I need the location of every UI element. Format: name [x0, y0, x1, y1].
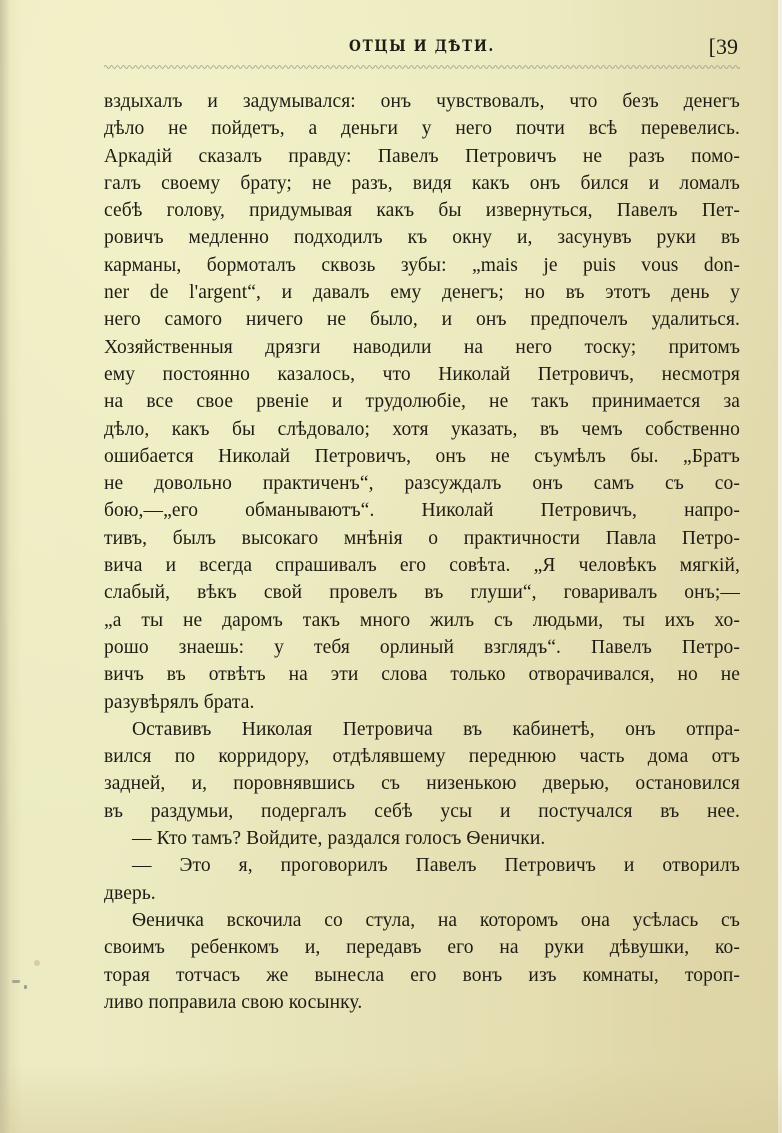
- text-line: дверь.: [104, 882, 156, 904]
- text-line: слабый, вѣкъ свой провелъ въ глуши“, говаривалъ онъ;—: [104, 582, 740, 604]
- text-line: карманы, бормоталъ сквозь зубы: „mais je puis vous don-: [104, 254, 740, 276]
- text-line: бою,—„его обманываютъ“. Николай Петровичъ, напро-: [104, 500, 740, 522]
- text-line: — Кто тамъ? Войдите, раздался голосъ Ѳенички.: [132, 828, 546, 850]
- text-line: — Это я, проговорилъ Павелъ Петровичъ и отворилъ: [132, 855, 740, 877]
- paper-stain: [34, 960, 40, 966]
- text-line: него самого ничего не было, и онъ предпочелъ удалиться.: [104, 309, 740, 331]
- text-line: Оставивъ Николая Петровича въ кабинетѣ, онъ отпра-: [132, 718, 740, 740]
- text-line: въ раздумьи, подергалъ себѣ усы и постучался въ нее.: [104, 800, 740, 822]
- page-bottom-shading: [0, 1063, 782, 1133]
- text-line: ему постоянно казалось, что Николай Петровичъ, несмотря: [104, 363, 740, 385]
- text-line: дѣло не пойдетъ, а деньги у него почти всѣ перевелись.: [104, 118, 740, 140]
- scan-speck: [24, 985, 27, 989]
- running-title: ОТЦЫ И ДѢТИ.: [349, 36, 495, 55]
- text-line: вича и всегда спрашивалъ его совѣта. „Я человѣкъ мягкій,: [104, 555, 740, 577]
- text-line: вичъ въ отвѣтъ на эти слова только отворачивался, но не: [104, 664, 740, 686]
- text-line: Ѳеничка вскочила со стула, на которомъ она усѣлась съ: [132, 909, 740, 931]
- text-line: вился по корридору, отдѣлявшему переднюю часть дома отъ: [104, 746, 740, 768]
- text-line: торая тотчасъ же вынесла его вонъ изъ комнаты, тороп-: [104, 964, 740, 986]
- page-header: [104, 34, 740, 64]
- text-line: ливо поправила свою косынку.: [104, 991, 363, 1013]
- text-line: ner de l'argent“, и давалъ ему денегъ; но въ этотъ день у: [104, 282, 740, 304]
- page-number: [39: [708, 34, 738, 59]
- wavy-rule-divider: [104, 62, 740, 72]
- body-text: [104, 88, 740, 1016]
- text-line: галъ своему брату; не разъ, видя какъ онъ бился и ломалъ: [104, 172, 740, 194]
- text-line: разувѣрялъ брата.: [104, 691, 255, 713]
- page-right-edge: [778, 0, 782, 1133]
- text-line: задней, и, поровнявшись съ низенькою дверью, остановился: [104, 773, 740, 795]
- text-line: на все свое рвеніе и трудолюбіе, не такъ принимается за: [104, 391, 740, 413]
- text-line: вздыхалъ и задумывался: онъ чувствовалъ, что безъ денегъ: [104, 91, 740, 112]
- text-line: „а ты не даромъ такъ много жилъ съ людьми, ты ихъ хо-: [104, 609, 740, 631]
- text-line: ошибается Николай Петровичъ, онъ не съумѣлъ бы. „Братъ: [104, 445, 740, 467]
- text-line: дѣло, какъ бы слѣдовало; хотя указать, въ чемъ собственно: [104, 418, 740, 440]
- text-line: себѣ голову, придумывая какъ бы извернуться, Павелъ Пет-: [104, 200, 740, 222]
- scan-speck: [12, 980, 20, 983]
- text-line: Аркадій сказалъ правду: Павелъ Петровичъ не разъ помо-: [104, 145, 740, 167]
- text-line: рошо знаешь: у тебя орлиный взглядъ“. Павелъ Петро-: [104, 636, 740, 658]
- text-line: не довольно практиченъ“, разсуждалъ онъ самъ съ со-: [104, 473, 740, 495]
- text-line: ровичъ медленно подходилъ къ окну и, засунувъ руки въ: [104, 227, 740, 249]
- page-gutter-shadow: [0, 0, 10, 1133]
- text-line: тивъ, былъ высокаго мнѣнія о практичности Павла Петро-: [104, 527, 740, 549]
- text-line: своимъ ребенкомъ и, передавъ его на руки дѣвушки, ко-: [104, 937, 740, 959]
- text-line: Хозяйственныя дрязги наводили на него тоску; притомъ: [104, 336, 740, 358]
